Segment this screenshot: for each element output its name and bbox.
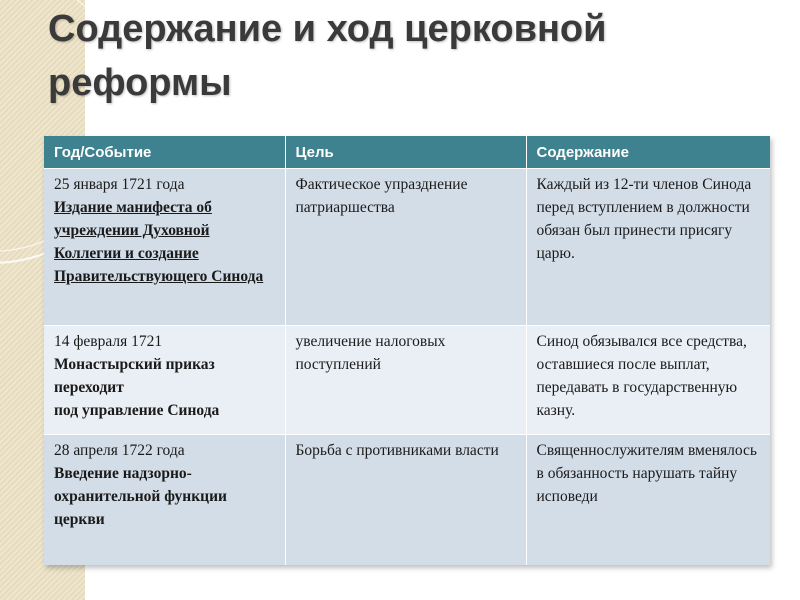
cell-content: Священнослужителям вменялось в обязанность нарушать тайну исповеди [526,435,770,566]
event-title-line1: Монастырский приказ переходит [54,356,215,396]
event-date: 25 января 1721 года [54,176,185,193]
header-content: Содержание [526,136,770,169]
event-date: 28 апреля 1722 года [54,442,185,459]
cell-content: Синод обязывался все средства, оставшиеся после выплат, передавать в государственную казну. [526,326,770,435]
cell-content: Каждый из 12-ти членов Синода перед вступлением в должности обязан был принести присягу царю. [526,169,770,326]
cell-goal: Фактическое упразднение патриаршества [285,169,526,326]
cell-year-event [44,169,285,326]
header-goal: Цель [285,136,526,169]
header-year-event: Год/Событие [44,136,285,169]
slide-title: Содержание и ход церковной реформы [48,8,607,104]
table-row [44,326,770,435]
event-date: 14 февраля 1721 [54,333,163,350]
reform-table-container [44,136,770,565]
table-row [44,169,770,326]
cell-year-event [44,435,285,566]
event-title: Издание манифеста об учреждении Духовной Коллегии и создание Правительствующего Синода [54,199,264,285]
cell-year-event [44,326,285,435]
reform-table [44,136,770,565]
table-row [44,435,770,566]
cell-goal: Борьба с противниками власти [285,435,526,566]
table-header-row [44,136,770,169]
event-title-line2: под управление Синода [54,402,220,419]
event-title: Введение надзорно-охранительной функции церкви [54,465,227,528]
cell-goal: увеличение налоговых поступлений [285,326,526,435]
